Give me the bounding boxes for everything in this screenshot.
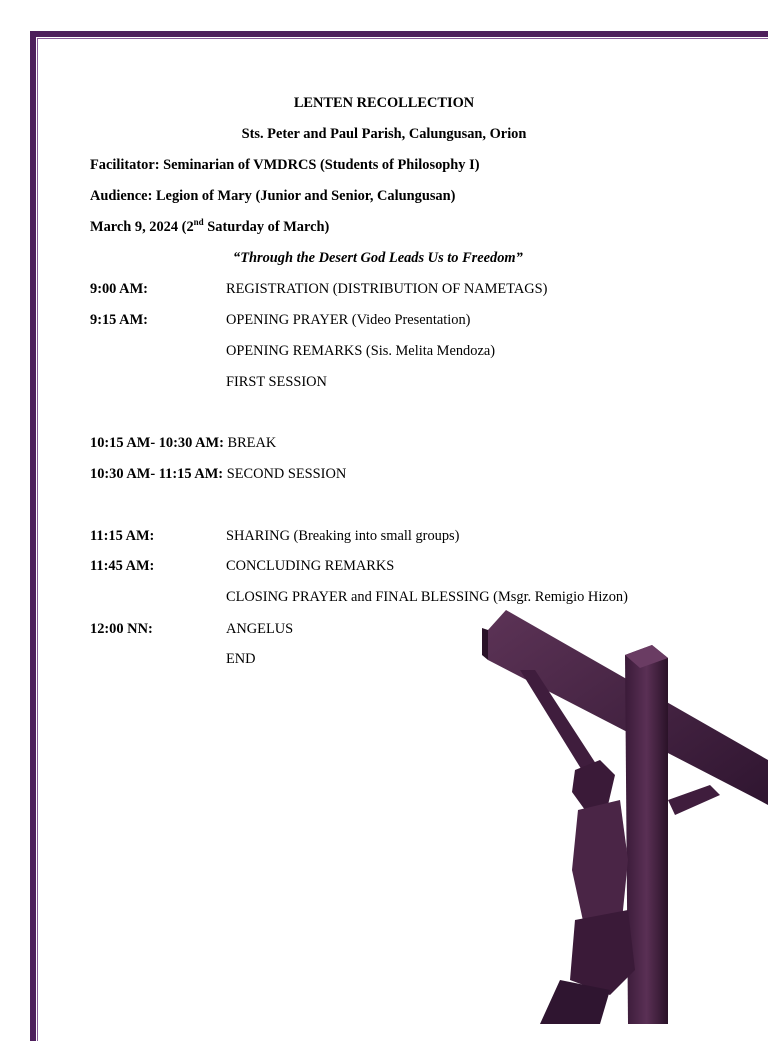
activity-label: ANGELUS xyxy=(226,621,294,637)
activity-label: REGISTRATION (DISTRIBUTION OF NAMETAGS) xyxy=(226,281,548,297)
date-line xyxy=(90,218,329,236)
activity-label: BREAK xyxy=(223,435,277,451)
schedule-row xyxy=(90,434,276,452)
time-label: 12:00 NN: xyxy=(90,621,153,637)
activity-label: OPENING PRAYER (Video Presentation) xyxy=(226,312,471,328)
schedule-row xyxy=(90,465,346,483)
crucifix-image xyxy=(480,600,768,1024)
activity-label: CONCLUDING REMARKS xyxy=(226,558,395,574)
date-prefix: March 9, 2024 (2 xyxy=(90,219,194,235)
time-label: 11:15 AM: xyxy=(90,528,155,544)
facilitator-line: Facilitator: Seminarian of VMDRCS (Students of Philosophy I) xyxy=(90,157,480,173)
activity-label: OPENING REMARKS (Sis. Melita Mendoza) xyxy=(226,343,496,359)
activity-label: END xyxy=(226,651,256,667)
audience-line: Audience: Legion of Mary (Junior and Senior, Calungusan) xyxy=(90,188,456,204)
activity-label: SHARING (Breaking into small groups) xyxy=(226,528,460,544)
date-suffix: Saturday of March) xyxy=(203,219,330,235)
activity-label: CLOSING PRAYER and FINAL BLESSING (Msgr. Remigio Hizon) xyxy=(226,589,628,605)
time-label: 10:30 AM- 11:15 AM: xyxy=(90,466,224,482)
parish-name: Sts. Peter and Paul Parish, Calungusan, Orion xyxy=(241,126,527,142)
time-label: 9:15 AM: xyxy=(90,312,148,328)
time-label: 9:00 AM: xyxy=(90,281,148,297)
document-title: LENTEN RECOLLECTION xyxy=(293,95,475,111)
activity-label: SECOND SESSION xyxy=(223,466,347,482)
time-label: 10:15 AM- 10:30 AM: xyxy=(90,435,224,451)
time-label: 11:45 AM: xyxy=(90,558,155,574)
date-ordinal: nd xyxy=(193,217,204,228)
activity-label: FIRST SESSION xyxy=(226,374,327,390)
theme-line: “Through the Desert God Leads Us to Freedom” xyxy=(233,250,523,266)
